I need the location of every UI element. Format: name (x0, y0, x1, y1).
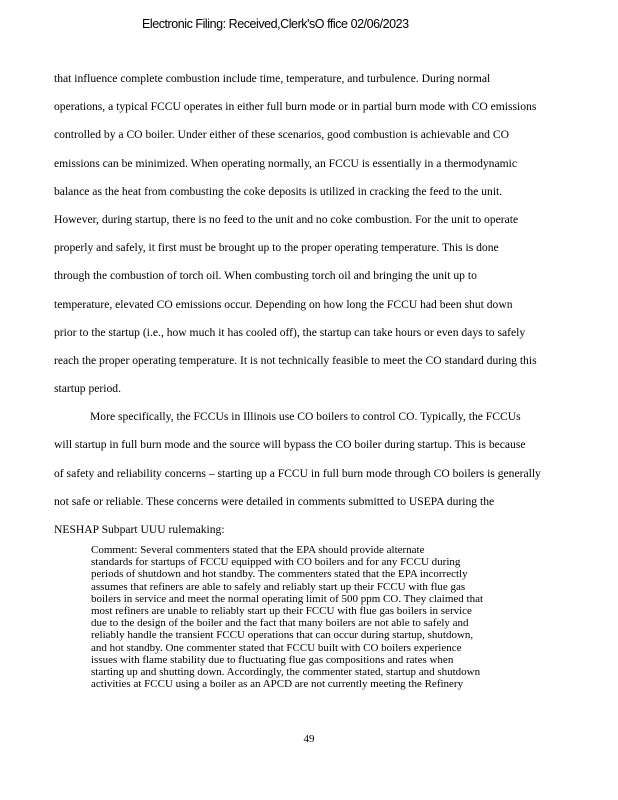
body-line: controlled by a CO boiler. Under either of these scenarios, good combustion is achievable and CO (54, 128, 509, 142)
quote-line: Comment: Several commenters stated that the EPA should provide alternate (91, 544, 425, 556)
body-line: However, during startup, there is no feed to the unit and no coke combustion. For the unit to operate (54, 212, 519, 226)
quote-line: due to the design of the boiler and the fact that many boilers are not able to safely and (91, 617, 469, 630)
body-line: prior to the startup (i.e., how much it has cooled off), the startup can take hours or even days to safely (54, 325, 526, 339)
body-line: not safe or reliable. These concerns were detailed in comments submitted to USEPA during the (54, 494, 495, 508)
body-line: of safety and reliability concerns – starting up a FCCU in full burn mode through CO boilers is generally (54, 466, 541, 480)
body-line: through the combustion of torch oil. When combusting torch oil and bringing the unit up to (54, 269, 477, 283)
block-quote (91, 544, 531, 690)
body-line: reach the proper operating temperature. It is not technically feasible to meet the CO standard during this (54, 353, 537, 367)
electronic-filing-stamp: Electronic Filing: Received,Clerk'sO ffice 02/06/2023 (142, 17, 409, 31)
body-line: balance as the heat from combusting the coke deposits is utilized in cracking the feed to the unit. (54, 184, 503, 198)
body-line: temperature, elevated CO emissions occur. Depending on how long the FCCU had been shut down (54, 297, 513, 311)
quote-line: most refiners are unable to reliably start up their FCCU with flue gas boilers in service (91, 604, 472, 617)
body-line: startup period. (54, 382, 121, 396)
body-line: properly and safely, it first must be brought up to the proper operating temperature. This is done (54, 241, 499, 255)
body-line: that influence complete combustion include time, temperature, and turbulence. During normal (54, 72, 491, 85)
quote-line: activities at FCCU using a boiler as an APCD are not currently meeting the Refinery (91, 678, 464, 691)
body-line: will startup in full burn mode and the source will bypass the CO boiler during startup. This is because (54, 438, 526, 452)
quote-line: reliably handle the transient FCCU operations that can occur during startup, shutdown, (91, 629, 474, 642)
body-line: operations, a typical FCCU operates in either full burn mode or in partial burn mode with CO emissions (54, 100, 537, 114)
body-line: NESHAP Subpart UUU rulemaking: (54, 523, 225, 536)
page-number: 49 (303, 733, 315, 745)
quote-line: starting up and shutting down. Accordingly, the commenter stated, startup and shutdown (91, 665, 481, 678)
body-line: emissions can be minimized. When operating normally, an FCCU is essentially in a thermodynamic (54, 156, 518, 170)
quote-line: periods of shutdown and hot standby. The commenters stated that the EPA incorrectly (91, 568, 468, 581)
quote-line: and hot standby. One commenter stated that FCCU built with CO boilers experience (91, 641, 462, 654)
quote-line: standards for startups of FCCU equipped with CO boilers and for any FCCU during (91, 556, 461, 569)
quote-line: issues with flame stability due to fluctuating flue gas compositions and rates when (91, 653, 454, 666)
body-line: More specifically, the FCCUs in Illinois use CO boilers to control CO. Typically, the FCCUs (90, 410, 521, 424)
body-text (54, 65, 566, 544)
quote-line: assumes that refiners are able to safely and reliably start up their FCCU with flue gas (91, 580, 466, 593)
quote-line: boilers in service and meet the normal operating limit of 500 ppm CO. They claimed that (91, 592, 484, 605)
